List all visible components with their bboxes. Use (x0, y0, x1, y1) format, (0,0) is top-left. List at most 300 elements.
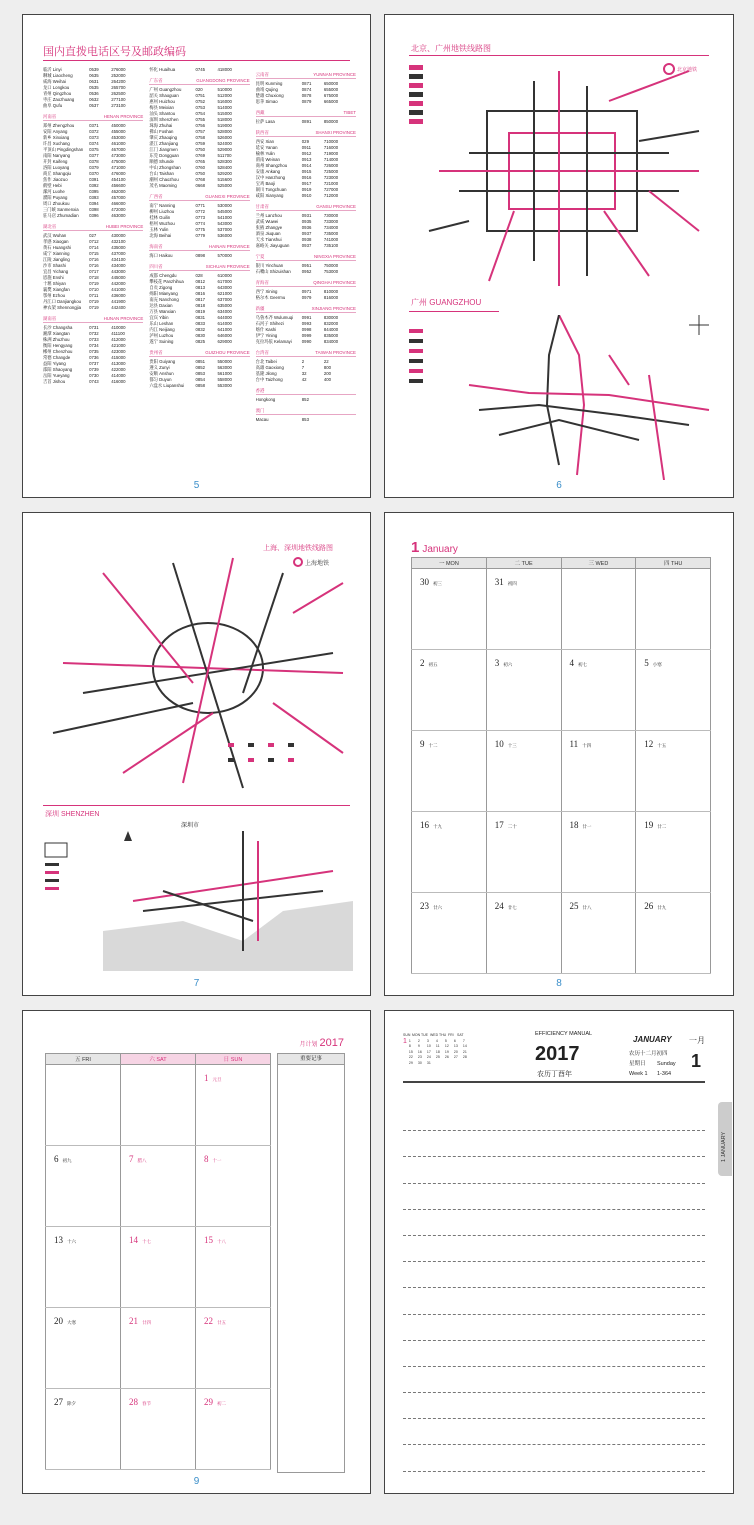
area-code: 027 (89, 233, 97, 238)
page-title: 国内直拨电话区号及邮政编码 (43, 46, 186, 58)
day-cell[interactable] (196, 1065, 271, 1146)
city-name: 天水 Tianshui (255, 237, 282, 242)
day-cell[interactable] (46, 1308, 121, 1389)
city-name: 肇庆 Zhaoqing (149, 135, 178, 140)
area-code: 0758 (195, 135, 206, 140)
day-cell[interactable] (486, 569, 561, 650)
day-cell[interactable] (121, 1389, 196, 1470)
writing-line[interactable] (403, 1315, 705, 1341)
mini-day: 19 (444, 1049, 449, 1054)
area-code: 0916 (301, 175, 312, 180)
legend-block (45, 843, 67, 890)
shenzhen-label: 深圳 SHENZHEN (45, 811, 100, 818)
city-name: 玉林 Yulin (149, 227, 169, 232)
province-name-en: GUIZHOU PROVINCE (205, 350, 250, 355)
area-code: 0391 (89, 177, 99, 182)
province-name-en: XINJIANG PROVINCE (311, 306, 356, 311)
day-cell[interactable] (636, 893, 711, 974)
area-code: 0395 (89, 189, 99, 194)
day-number: 31 (494, 577, 504, 587)
day-cell[interactable] (196, 1146, 271, 1227)
city-name: 银川 Yinchuan (255, 263, 284, 268)
writing-line[interactable] (403, 1105, 705, 1131)
city-name: 兰州 Lanzhou (255, 213, 282, 218)
day-cell[interactable] (486, 812, 561, 893)
area-code: 0392 (89, 183, 99, 188)
city-name: 咸阳 Xianyang (255, 193, 284, 198)
postal-code: 413000 (111, 361, 126, 366)
important-notes-box[interactable] (277, 1053, 345, 1473)
area-code: 0751 (195, 93, 206, 98)
area-code: 0537 (89, 103, 99, 108)
writing-line[interactable] (403, 1445, 705, 1471)
mini-day: 11 (435, 1044, 440, 1048)
area-code: 0377 (89, 153, 99, 158)
province-heading (43, 224, 143, 231)
postal-code: 735100 (323, 243, 339, 248)
city-name: 楚雄 Chuxiong (255, 93, 284, 98)
area-code: 0937 (301, 243, 312, 248)
mini-day: 31 (426, 1060, 431, 1065)
shanghai-metro-map (43, 553, 353, 798)
area-code: 0951 (301, 263, 312, 268)
city-name: 十堰 Shiyan (43, 281, 66, 286)
city-name: 潮州 Chaozhou (149, 177, 179, 182)
area-code: 0990 (301, 339, 312, 344)
postal-code: 844000 (323, 327, 339, 332)
area-code: 0913 (301, 157, 312, 162)
city-name: 汉中 Hanzhong (255, 175, 286, 180)
province-name-en: GUANGDONG PROVINCE (196, 78, 250, 83)
area-code: 0719 (89, 305, 99, 310)
day-cell[interactable] (46, 1389, 121, 1470)
day-cell[interactable] (121, 1065, 196, 1146)
day-cell[interactable] (561, 650, 636, 731)
city-name: 拉萨 Lasa (255, 119, 275, 124)
city-name: 衡阳 Hengyang (43, 343, 73, 348)
postal-code: 450000 (111, 123, 126, 128)
area-code: 0373 (89, 135, 99, 140)
city-name: 南宁 Nanning (149, 203, 176, 208)
day-cell[interactable] (412, 893, 487, 974)
area-code: 0711 (89, 293, 99, 298)
area-code: 0535 (89, 85, 99, 90)
area-code: 0779 (195, 233, 206, 238)
city-name: 枣庄 Zaozhuang (43, 97, 75, 102)
city-name: 丹江口 Danjiangkou (43, 299, 81, 304)
writing-line[interactable] (403, 1419, 705, 1445)
area-code: 0734 (89, 343, 99, 348)
mini-day: 26 (444, 1055, 449, 1059)
postal-code: 514000 (217, 105, 232, 110)
postal-code: 723000 (323, 175, 339, 180)
day-cell[interactable] (636, 569, 711, 650)
city-name: 喀什 Kashi (255, 327, 277, 332)
day-cell[interactable] (46, 1227, 121, 1308)
province-name-en: SHANXI PROVINCE (315, 130, 356, 135)
day-number: 26 (644, 901, 654, 911)
province-name-cn: 海南省 (149, 244, 163, 249)
province-name-cn: 四川省 (149, 264, 163, 269)
city-name: 新乡 Xinxiang (43, 135, 70, 140)
area-code: 0756 (195, 123, 206, 128)
day-cell[interactable] (561, 893, 636, 974)
postal-code: 453000 (111, 135, 126, 140)
area-code: 0938 (301, 237, 312, 242)
writing-lines[interactable] (403, 1105, 705, 1472)
day-cell[interactable] (196, 1227, 271, 1308)
mini-calendar-month: 1 (403, 1037, 407, 1045)
postal-code: 471000 (111, 165, 126, 170)
postal-code: 529200 (217, 171, 232, 176)
area-code: 0750 (195, 147, 206, 152)
lunar-day: 廿二 (657, 824, 667, 829)
area-code: 0998 (301, 327, 312, 332)
postal-code: 441000 (111, 287, 126, 292)
day-number: 15 (204, 1235, 213, 1245)
area-code: 0760 (195, 165, 206, 170)
city-name: 驻马店 Zhumadian (43, 213, 79, 218)
area-code: 0830 (195, 333, 206, 338)
city-row (256, 99, 356, 105)
writing-line[interactable] (403, 1262, 705, 1288)
writing-line[interactable] (403, 1367, 705, 1393)
page-number: 9 (193, 1476, 200, 1487)
area-code: 0853 (195, 371, 206, 376)
writing-line[interactable] (403, 1131, 705, 1157)
day-number: 4 (569, 658, 574, 668)
city-name: 梧州 Wuzhou (149, 221, 175, 226)
day-cell[interactable] (121, 1308, 196, 1389)
day-number: 13 (54, 1235, 63, 1245)
area-code: 0743 (89, 379, 99, 384)
postal-code: 252000 (111, 73, 126, 78)
postal-code: 753000 (323, 269, 339, 274)
city-name: 江陵 Jiangling (43, 257, 70, 262)
day-cell[interactable] (412, 731, 487, 812)
city-name: 渭南 Weinan (255, 157, 280, 162)
postal-code: 434100 (111, 257, 126, 262)
city-name: 广州 Guangzhou (149, 87, 182, 92)
postal-code: 530000 (217, 203, 232, 208)
city-name: Hongkong (255, 397, 276, 402)
page-number: 6 (556, 480, 562, 491)
area-code: 0832 (195, 327, 206, 332)
page-8-month-calendar (384, 512, 734, 996)
area-code: 0818 (195, 303, 206, 308)
guangzhou-label: 广州 GUANGZHOU (411, 298, 482, 307)
postal-code: 461000 (111, 141, 126, 146)
postal-code: 665000 (323, 99, 339, 104)
area-code-column (149, 67, 249, 423)
city-name: 邵阳 Shaoyang (43, 367, 73, 372)
province-name-cn: 宁夏 (255, 254, 265, 259)
postal-code: 510000 (217, 87, 232, 92)
area-code: 0371 (89, 123, 99, 128)
page-title: 上海、深圳地铁线路图 (263, 545, 333, 552)
legend-block (409, 65, 423, 124)
writing-line[interactable] (403, 1157, 705, 1183)
city-name: 遂宁 Suining (149, 339, 174, 344)
city-name: 桂林 Guilin (149, 215, 171, 220)
legend-block (228, 743, 294, 762)
day-number: 25 (569, 901, 579, 911)
month-cn-label: 一月 (689, 1036, 705, 1045)
mini-day: 30 (417, 1060, 422, 1065)
city-name: 柳州 Liuzhou (149, 209, 175, 214)
postal-code: 646000 (217, 333, 232, 338)
postal-code: 518000 (217, 117, 232, 122)
area-code: 0735 (89, 349, 99, 354)
city-name: 成都 Chengdu (149, 273, 177, 278)
area-code: 0379 (89, 165, 99, 170)
title-rule (409, 55, 709, 56)
area-code: 0632 (89, 97, 99, 102)
page-daily-planner (384, 1010, 734, 1494)
day-number: 30 (420, 577, 429, 587)
city-name: 攀枝花 Panzhihua (149, 279, 184, 284)
month-number: 1 (411, 539, 420, 556)
city-name: 深圳 Shenzhen (149, 117, 179, 122)
lunar-year-label: 农历丁酉年 (537, 1071, 572, 1078)
city-name: 克拉玛依 Kelamayi (255, 339, 292, 344)
postal-code: 418000 (217, 67, 232, 72)
day-number: 1 (204, 1073, 209, 1083)
city-name: 商丘 Shangqiu (43, 171, 71, 176)
month-plan-label: 月计划 (299, 1042, 318, 1048)
postal-code: 643000 (217, 285, 232, 290)
city-name: 汕头 Shantou (149, 111, 176, 116)
day-number: 6 (54, 1154, 59, 1164)
day-number: 1 (691, 1051, 702, 1071)
day-cell[interactable] (561, 569, 636, 650)
postal-code: 716000 (323, 145, 339, 150)
city-name: 宝鸡 Baoji (255, 181, 275, 186)
postal-code: 710000 (323, 139, 339, 144)
mini-day: 24 (426, 1055, 431, 1059)
day-number: 9 (420, 739, 425, 749)
day-cell[interactable] (412, 650, 487, 731)
province-name-cn: 云南省 (255, 72, 269, 77)
city-row (43, 379, 143, 385)
city-name: 咸宁 Xianning (43, 251, 70, 256)
day-cell[interactable] (486, 731, 561, 812)
city-name: 顺德 Shunde (149, 159, 174, 164)
day-cell[interactable] (46, 1146, 121, 1227)
weekday-header: 四 THU (636, 558, 711, 569)
postal-code: 519000 (217, 123, 232, 128)
province-name-cn: 新疆 (255, 306, 265, 311)
mini-weekday: MON (412, 1033, 421, 1037)
area-code: 0394 (89, 201, 99, 206)
shenzhen-metro-map (43, 831, 353, 971)
province-heading (256, 254, 356, 261)
month-side-tab[interactable] (718, 1102, 732, 1176)
postal-code: 528000 (217, 129, 232, 134)
area-code: 0813 (195, 285, 206, 290)
day-cell[interactable] (561, 812, 636, 893)
city-name: 黄石 Huangshi (43, 245, 71, 250)
area-code: 0398 (89, 207, 99, 212)
lunar-day: 廿六 (433, 905, 442, 910)
city-name: 中山 Zhongshan (149, 165, 181, 170)
day-cell[interactable] (412, 812, 487, 893)
area-code: 0775 (195, 227, 206, 232)
city-name: 珠海 Zhuhai (149, 123, 173, 128)
area-code: 0812 (195, 279, 206, 284)
city-row (149, 67, 249, 73)
area-code: 0668 (195, 183, 206, 188)
lunar-day: 廿九 (657, 905, 667, 910)
writing-line[interactable] (403, 1288, 705, 1314)
weekday-header: 日 SUN (196, 1054, 271, 1065)
weekday-header: 五 FRI (46, 1054, 121, 1065)
area-code: 0732 (89, 331, 99, 336)
city-name: 台山 Taishan (149, 171, 174, 176)
postal-code: 515000 (217, 111, 232, 116)
day-number: 20 (54, 1316, 63, 1326)
province-name-en: SICHUAN PROVINCE (205, 264, 250, 269)
mini-day: 12 (444, 1044, 449, 1048)
postal-code: 456600 (111, 183, 126, 188)
guangzhou-metro-map (409, 315, 711, 480)
city-row (43, 213, 143, 219)
area-code: 0774 (195, 221, 206, 226)
area-code: 0816 (195, 291, 206, 296)
city-row (43, 103, 143, 109)
postal-code: 800 (323, 365, 332, 370)
lunar-day: 十二 (428, 743, 438, 748)
day-cell[interactable] (486, 893, 561, 974)
day-cell[interactable] (412, 569, 487, 650)
area-code: 0874 (301, 87, 312, 92)
day-cell[interactable] (636, 731, 711, 812)
day-number: 3 (494, 658, 500, 668)
postal-code: 545000 (217, 209, 232, 214)
province-name-en: GANSU PROVINCE (316, 204, 356, 209)
postal-code: 750000 (323, 263, 339, 268)
postal-code: 734000 (323, 225, 339, 230)
writing-line[interactable] (403, 1236, 705, 1262)
area-code: 0375 (89, 147, 99, 152)
postal-code: 641000 (217, 327, 232, 332)
day-number: 21 (129, 1316, 138, 1326)
notes-header: 重要记事 (278, 1054, 344, 1065)
city-name: 湛江 Zhanjiang (149, 141, 178, 146)
month-name: January (422, 544, 458, 555)
postal-code (324, 397, 356, 403)
manual-label: EFFICIENCY MANUAL (535, 1031, 593, 1037)
postal-code: 475000 (111, 159, 126, 164)
postal-code: 432100 (111, 239, 126, 244)
city-name: 乐山 Leshan (149, 321, 174, 326)
writing-line[interactable] (403, 1210, 705, 1236)
area-code: 0750 (195, 171, 206, 176)
shenzhen-city-label: 深圳市 (181, 823, 200, 829)
city-name: 乌鲁木齐 Wulumuqi (255, 315, 294, 320)
province-heading (43, 114, 143, 121)
postal-code: 570000 (217, 253, 232, 258)
area-code: 0755 (195, 117, 206, 122)
city-name: 岳阳 Yueyang (43, 373, 70, 378)
city-name: 龙口 Longkou (43, 85, 70, 90)
writing-line[interactable] (403, 1341, 705, 1367)
day-cell[interactable] (561, 731, 636, 812)
writing-line[interactable] (403, 1184, 705, 1210)
lunar-day: 廿七 (507, 905, 517, 910)
lunar-day: 十七 (142, 1239, 151, 1244)
city-name: 铜川 Tongchuan (255, 187, 287, 192)
city-name: 郴州 Chenzhou (43, 349, 73, 354)
city-name: 都匀 Duyun (149, 377, 172, 382)
area-code: 0768 (195, 177, 206, 182)
page-9-month-calendar (22, 1010, 371, 1494)
area-code: 0716 (89, 263, 99, 268)
day-number: 23 (420, 901, 429, 911)
city-name: 泸州 Luzhou (149, 333, 174, 338)
area-code: 0539 (89, 67, 99, 72)
area-code: 0757 (195, 129, 206, 134)
mini-day: 18 (435, 1049, 440, 1054)
mini-day: 23 (417, 1055, 422, 1059)
area-code: 0910 (301, 193, 312, 198)
guangzhou-rule (409, 311, 499, 312)
area-code-column (43, 67, 143, 423)
lunar-day: 初三 (433, 581, 442, 586)
postal-code: 830000 (323, 315, 339, 320)
day-cell[interactable] (636, 650, 711, 731)
lunar-day: 廿四 (142, 1320, 151, 1325)
area-code: 0712 (89, 239, 99, 244)
postal-code: 725000 (323, 169, 339, 174)
area-code: 0931 (301, 213, 312, 218)
lunar-day: 十四 (582, 743, 592, 748)
day-cell[interactable] (486, 650, 561, 731)
province-name-en: NINGXIA PROVINCE (314, 254, 356, 259)
postal-code: 455000 (111, 129, 126, 134)
area-code: 0952 (301, 269, 312, 274)
area-code: 0733 (89, 337, 99, 342)
mini-weekday: SAT (457, 1033, 464, 1037)
day-cell[interactable] (121, 1146, 196, 1227)
city-name: 安顺 Anshun (149, 371, 174, 376)
area-code: 0752 (195, 99, 206, 104)
city-name: 基隆 Jilong (255, 371, 277, 376)
page-6-metro-maps (384, 14, 734, 498)
day-cell[interactable] (121, 1227, 196, 1308)
area-code: 0730 (89, 373, 99, 378)
city-name: 万县 Wanxian (149, 309, 176, 314)
postal-code: 511700 (217, 153, 232, 158)
area-code: 0765 (195, 159, 206, 164)
postal-code: 435000 (111, 245, 126, 250)
logo-text: 上海地铁 (305, 560, 330, 567)
day-of-year: 1-364 (657, 1071, 672, 1077)
writing-line[interactable] (403, 1393, 705, 1419)
page-title: 北京、广州地铁线路图 (411, 44, 491, 53)
province-heading (256, 280, 356, 287)
city-row (149, 383, 249, 389)
weekday-en: Sunday (657, 1061, 676, 1067)
weekday-header: 三 WED (561, 558, 636, 569)
day-cell[interactable] (46, 1065, 121, 1146)
day-cell[interactable] (636, 812, 711, 893)
day-cell[interactable] (196, 1389, 271, 1470)
day-cell[interactable] (196, 1308, 271, 1389)
city-name: 佛山 Foshan (149, 129, 174, 134)
area-code: 0773 (195, 215, 206, 220)
lunar-day: 小寒 (652, 662, 662, 667)
